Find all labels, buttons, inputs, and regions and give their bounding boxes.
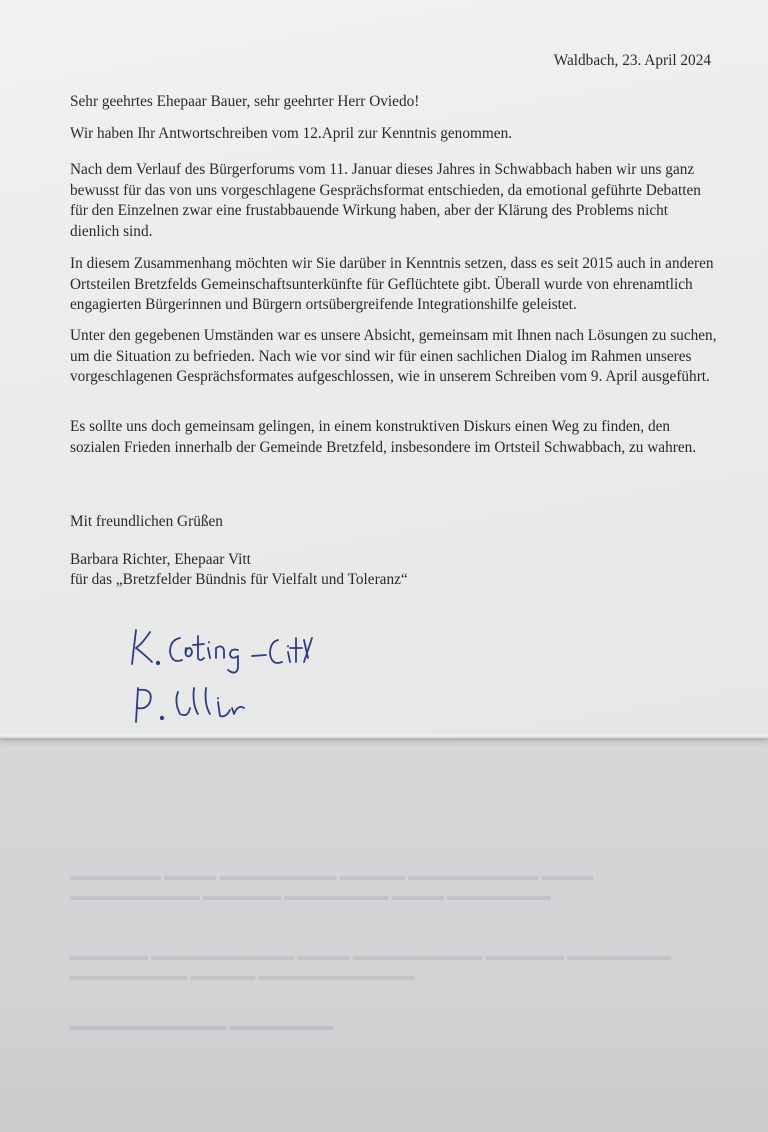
- signature-stroke: [132, 630, 136, 664]
- paragraph-3: In diesem Zusammenhang möchten wir Sie darüber in Kenntnis setzen, dass es seit 2015 auch in anderen Ortsteilen Bretzfelds Gemeinschaftsunterkünfte für Geflüchtete gibt. Überall wurde von ehrenamtlich engagierten Bürgerinnen und Bürgern ortsübergreifende Integrationshilfe geleistet.: [70, 255, 714, 313]
- bleed-through-text: ▬▬▬▬▬▬▬▬▬ ▬▬▬▬▬ ▬▬▬▬▬▬▬▬▬▬▬▬: [70, 968, 415, 983]
- signature-stroke: [176, 692, 190, 715]
- signature-stroke: [186, 648, 193, 656]
- paragraph-4: Unter den gegebenen Umständen war es unsere Absicht, gemeinsam mit Ihnen nach Lösungen zu suchen, um die Situation zu befrieden. Nach wie vor sind wir für einen sachlichen Dialog im Rahmen unseres vorgeschlagenen Gesprächsformates aufgeschlossen, wie in unserem Schreiben vom 9. April ausgeführt.: [70, 327, 717, 385]
- closing: Mit freundlichen Grüßen: [70, 513, 223, 530]
- signature-stroke: [232, 707, 244, 714]
- signature-stroke: [290, 638, 302, 662]
- paragraph-1: Wir haben Ihr Antwortschreiben vom 12.April zur Kenntnis genommen.: [70, 125, 513, 142]
- bleed-through-text: ▬▬▬▬▬▬ ▬▬▬▬▬▬▬▬▬▬▬ ▬▬▬▬ ▬▬▬▬▬▬▬▬▬▬ ▬▬▬▬▬▬ ▬▬▬▬▬▬▬▬: [70, 948, 672, 963]
- signature-stroke: [270, 640, 282, 663]
- signature-stroke: [206, 688, 211, 714]
- signature-stroke: [208, 642, 210, 658]
- bleed-through-text: ▬▬▬▬▬▬▬▬▬▬ ▬▬▬▬▬▬ ▬▬▬▬▬▬▬▬ ▬▬▬▬ ▬▬▬▬▬▬▬▬: [70, 888, 551, 903]
- signature-stroke: [136, 688, 138, 722]
- letter-lower-panel: [0, 738, 768, 1132]
- signature-stroke: [136, 632, 152, 662]
- signature-stroke: [161, 717, 164, 720]
- bleed-through-text: ▬▬▬▬▬▬▬ ▬▬▬▬ ▬▬▬▬▬▬▬▬▬ ▬▬▬▬▬ ▬▬▬▬▬▬▬▬▬▬ ▬▬▬▬: [70, 868, 594, 883]
- signature-stroke: [252, 655, 266, 656]
- bleed-through-text: ▬▬▬▬▬▬▬▬▬▬▬▬ ▬▬▬▬▬▬▬▬: [70, 1018, 334, 1033]
- paragraph-2: Nach dem Verlauf des Bürgerforums vom 11. Januar dieses Jahres in Schwabbach haben wir uns ganz bewusst für das von uns vorgeschlagene Gesprächsformat entschieden, da emotional geführte Debatten für den Einzelnen zwar eine frustabbauende Wirkung haben, aber der Klärung des Problems nicht dienlich sind.: [70, 161, 701, 240]
- letter-date: Waldbach, 23. April 2024: [553, 52, 711, 69]
- signature-stroke: [138, 690, 151, 709]
- signers: Barbara Richter, Ehepaar Vitt: [70, 551, 251, 568]
- paragraph-5: Es sollte uns doch gemeinsam gelingen, in einem konstruktiven Diskurs einen Weg zu finden, den sozialen Frieden innerhalb der Gemeinde Bretzfeld, insbesondere im Ortsteil Schwabbach, zu wahren.: [70, 418, 697, 456]
- signature-stroke: [216, 646, 224, 658]
- signature-stroke: [228, 650, 238, 673]
- organization: für das „Bretzfelder Bündnis für Vielfalt und Toleranz“: [70, 571, 408, 588]
- signature-stroke: [193, 636, 204, 660]
- salutation: Sehr geehrtes Ehepaar Bauer, sehr geehrter Herr Oviedo!: [70, 93, 420, 110]
- signature-stroke: [170, 638, 182, 661]
- handwritten-signature: [118, 618, 378, 728]
- signature-stroke: [194, 688, 199, 714]
- signature-stroke: [304, 638, 312, 662]
- signature-stroke: [157, 662, 160, 665]
- signature-stroke: [218, 698, 230, 716]
